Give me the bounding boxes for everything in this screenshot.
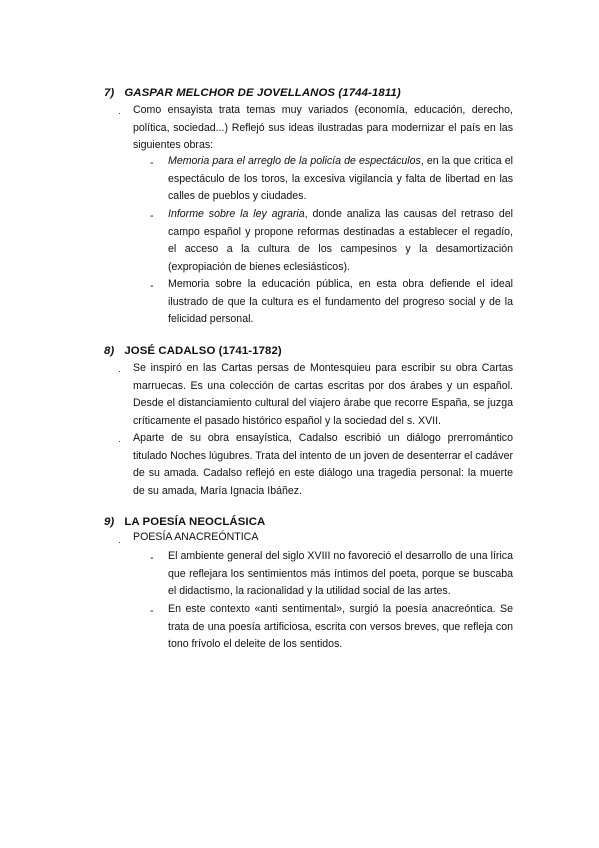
section-number: 7) xyxy=(104,87,115,99)
work-description: , donde analiza las causas del retraso del campo español y propone reformas destinadas a establecer el regadío, el acceso a la cultura de los campesinos y la desamortización (expropiación de bienes eclesiásticos). xyxy=(168,208,514,273)
section-heading-jovellanos xyxy=(104,87,401,99)
section-title: GASPAR MELCHOR DE JOVELLANOS (1744-1811) xyxy=(124,87,401,99)
dash-icon: - xyxy=(150,280,154,292)
bullet-icon: · xyxy=(118,108,121,118)
subheading: POESÍA ANACREÓNTICA xyxy=(133,531,259,543)
bullet-icon: · xyxy=(118,366,121,376)
section-number: 8) xyxy=(104,345,115,357)
bullet-icon: · xyxy=(118,537,121,547)
list-item: En este contexto «anti sentimental», surgió la poesía anacreóntica. Se trata de una poesía artificiosa, escrita con versos breves, que refleja con tono frívolo el deleite de los sentidos. xyxy=(168,603,513,651)
dash-icon: - xyxy=(150,157,154,169)
jovellanos-intro-paragraph: Como ensayista trata temas muy variados (economía, educación, derecho, política, sociedad...) Reflejó sus ideas ilustradas para modernizar el país en las siguientes obras: xyxy=(133,104,513,152)
work-title: Memoria para el arreglo de la policía de espectáculos xyxy=(168,155,421,167)
work-description: , en la que critica el espectáculo de los toros, la excesiva vigilancia y falta de libertad en las calles de pueblos y ciudades. xyxy=(168,155,513,203)
cadalso-paragraph-1: Se inspiró en las Cartas persas de Montesquieu para escribir su obra Cartas marruecas. Es una colección de cartas escritas por dos árabes y un español. Desde el distanciamiento cultural del viajero árabe que recorre España, se juzga críticamente el pasado histórico español y la sociedad del s. XVII. xyxy=(133,362,513,427)
section-number: 9) xyxy=(104,516,115,528)
bullet-icon: · xyxy=(118,436,121,446)
dash-icon: - xyxy=(150,552,154,564)
section-heading-poesia xyxy=(104,516,265,528)
dash-icon: - xyxy=(150,605,154,617)
work-description: Memoria sobre la educación pública, en esta obra defiende el ideal ilustrado de que la cultura es el fundamento del progreso social y de la felicidad personal. xyxy=(168,278,513,326)
section-title: JOSÉ CADALSO (1741-1782) xyxy=(124,345,282,357)
list-item xyxy=(168,206,513,276)
list-item xyxy=(168,276,513,329)
section-title: LA POESÍA NEOCLÁSICA xyxy=(124,516,266,528)
list-item: El ambiente general del siglo XVIII no favoreció el desarrollo de una lírica que reflejara los sentimientos más íntimos del poeta, porque se buscaba el didactismo, la racionalidad y la utilidad social de las artes. xyxy=(168,550,513,598)
dash-icon: - xyxy=(150,210,154,222)
work-title: Informe sobre la ley agraria xyxy=(168,208,305,220)
section-heading-cadalso xyxy=(104,345,282,357)
cadalso-paragraph-2: Aparte de su obra ensayística, Cadalso escribió un diálogo prerromántico titulado Noches lúgubres. Trata del intento de un joven de desenterrar el cadáver de su amada. Cadalso reflejó en este diálogo una tragedia personal: la muerte de su amada, María Ignacia Ibáñez. xyxy=(133,432,513,497)
list-item xyxy=(168,153,513,206)
